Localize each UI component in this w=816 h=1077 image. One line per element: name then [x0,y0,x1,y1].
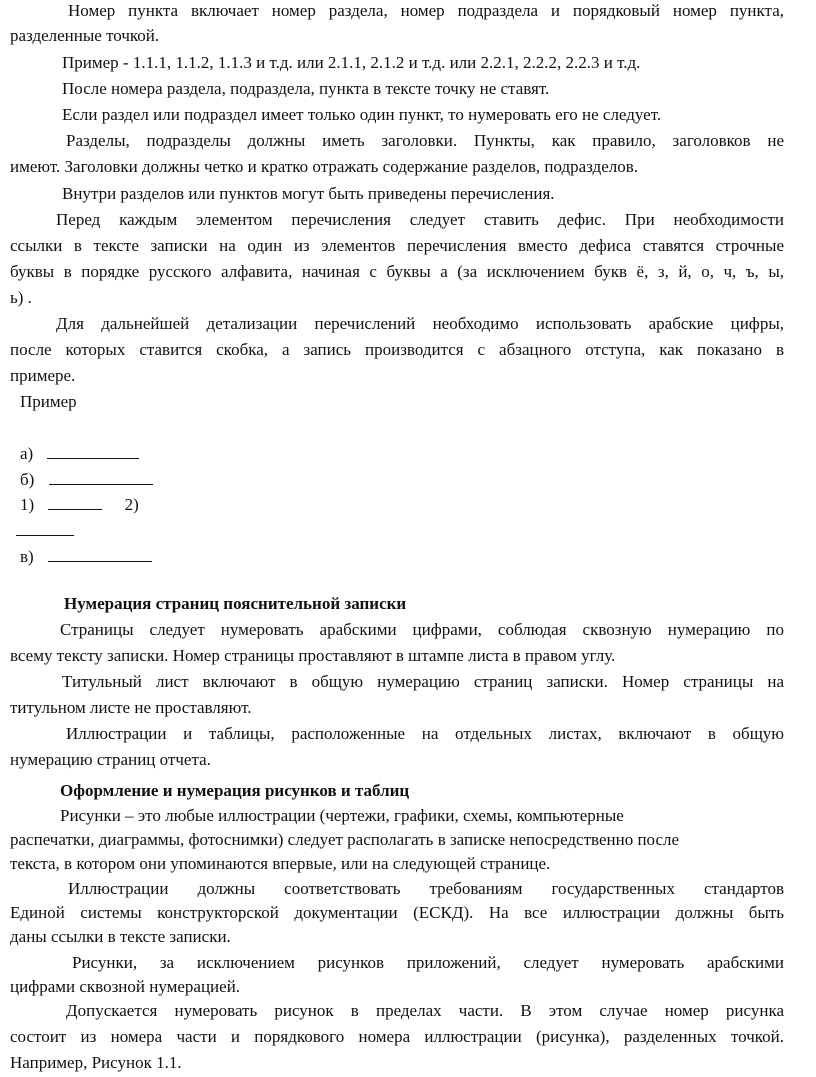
paragraph-line: Допускается нумеровать рисунок в пределах части. В этом случае номер рисунка [66,1001,784,1020]
paragraph-line: имеют. Заголовки должны четко и кратко отражать содержание разделов, подразделов. [10,157,639,176]
paragraph-line: Пример - 1.1.1, 1.1.2, 1.1.3 и т.д. или 2.1.1, 2.1.2 и т.д. или 2.2.1, 2.2.2, 2.2.3 и т.д. [62,53,641,72]
paragraph-line: цифрами сквозной нумерацией. [10,977,241,996]
paragraph-line: Перед каждым элементом перечисления следует ставить дефис. При необходимости [56,210,784,229]
paragraph-line: После номера раздела, подраздела, пункта в тексте точку не ставят. [62,79,550,98]
example-continuation [16,520,74,541]
paragraph-line: всему тексту записки. Номер страницы проставляют в штампе листа в правом углу. [10,646,616,665]
list-marker: 2) [124,495,139,514]
blank-line [49,469,153,485]
paragraph-line: титульном листе не проставляют. [10,698,252,717]
list-marker: в) [20,547,34,566]
paragraph-line: ссылки в тексте записки на один из элементов перечисления вместо дефиса ставятся строчные [10,236,784,255]
list-marker: а) [20,444,34,463]
paragraph-line: Страницы следует нумеровать арабскими цифрами, соблюдая сквозную нумерацию по [60,620,784,639]
paragraph-line: состоит из номера части и порядкового номера иллюстрации (рисунка), разделенных точкой. [10,1027,784,1046]
paragraph-line: даны ссылки в тексте записки. [10,927,231,946]
paragraph-line: Рисунки – это любые иллюстрации (чертежи, графики, схемы, компьютерные [60,806,624,825]
paragraph-line: Иллюстрации должны соответствовать требованиям государственных стандартов [68,879,784,898]
paragraph-line: нумерацию страниц отчета. [10,750,211,769]
blank-line [16,520,74,536]
example-label: Пример [20,392,77,411]
section-heading-figures: Оформление и нумерация рисунков и таблиц [60,781,410,800]
paragraph-line: Например, Рисунок 1.1. [10,1053,182,1072]
paragraph-line: Единой системы конструкторской документации (ЕСКД). На все иллюстрации должны быть [10,903,784,922]
paragraph-line: после которых ставится скобка, а запись производится с абзацного отступа, как показано в [10,340,784,359]
paragraph-line: Для дальнейшей детализации перечислений необходимо использовать арабские цифры, [56,314,784,333]
example-item-1 [20,494,139,515]
blank-line [48,546,152,562]
list-marker: 1) [20,495,35,514]
list-marker: б) [20,470,35,489]
example-item-v [20,546,152,567]
paragraph-line: распечатки, диаграммы, фотоснимки) следует располагать в записке непосредственно после [10,830,680,849]
paragraph-line: Иллюстрации и таблицы, расположенные на отдельных листах, включают в общую [66,724,784,743]
blank-line [48,494,102,510]
paragraph-line: Внутри разделов или пунктов могут быть приведены перечисления. [62,184,555,203]
paragraph-line: буквы в порядке русского алфавита, начиная с буквы а (за исключением букв ё, з, й, о, ч, ъ, ы, [10,262,784,281]
paragraph-line: разделенные точкой. [10,26,160,45]
paragraph-line: текста, в котором они упоминаются впервые, или на следующей странице. [10,854,551,873]
paragraph-line: Рисунки, за исключением рисунков приложений, следует нумеровать арабскими [72,953,784,972]
paragraph-line: Номер пункта включает номер раздела, номер подраздела и порядковый номер пункта, [68,1,784,20]
paragraph-line: Разделы, подразделы должны иметь заголовки. Пункты, как правило, заголовков не [66,131,784,150]
paragraph-line: примере. [10,366,76,385]
paragraph-line: Если раздел или подраздел имеет только один пункт, то нумеровать его не следует. [62,105,662,124]
blank-line [47,443,139,459]
paragraph-line: ь) . [10,288,32,307]
example-item-a [20,443,139,464]
paragraph-line: Титульный лист включают в общую нумерацию страниц записки. Номер страницы на [62,672,784,691]
example-item-b [20,469,153,490]
section-heading-page-numbering: Нумерация страниц пояснительной записки [64,594,407,613]
